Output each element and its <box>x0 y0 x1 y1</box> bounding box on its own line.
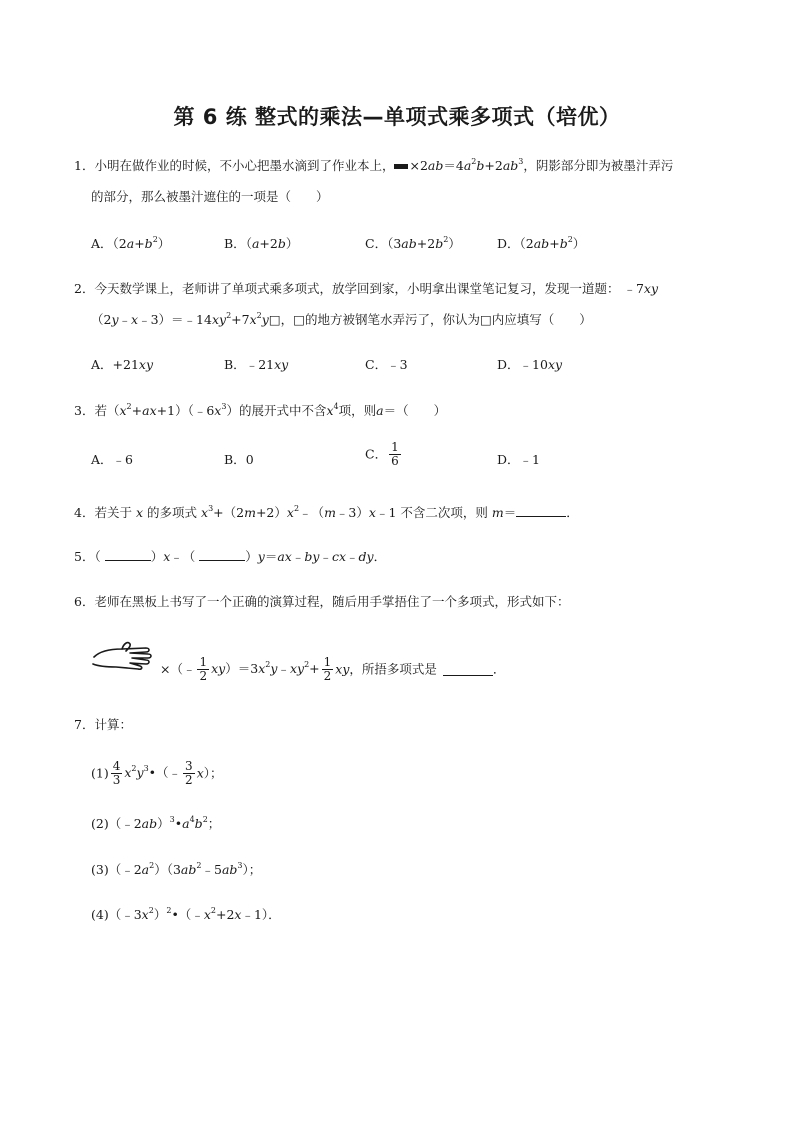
fraction: $\frac{1}{6}$ <box>391 440 399 468</box>
question-4-var: x <box>135 505 144 520</box>
question-2-text: 今天数学课上，老师讲了单项式乘多项式，放学回到家，小明拿出课堂笔记复习，发现一道题： <box>94 281 620 296</box>
question-6-formula: ×（﹣ <box>160 661 196 677</box>
question-7-line <box>74 716 132 734</box>
question-2-line-2 <box>91 311 592 329</box>
question-4-text-c: 不含二次项，则 <box>400 505 488 520</box>
page-title: 第 6 练 整式的乘法—单项式乘多项式（培优） <box>173 105 621 129</box>
question-2-line-1 <box>74 280 658 298</box>
answer-blank[interactable] <box>443 663 493 676</box>
question-6-text: 老师在黑板上书写了一个正确的演算过程，随后用手掌捂住了一个多项式，形式如下： <box>94 594 570 609</box>
question-7-label: 计算： <box>94 717 132 732</box>
question-1-line-1 <box>74 157 673 175</box>
answer-blank-2[interactable] <box>199 548 245 561</box>
question-4-formula-b: m＝ <box>491 505 517 520</box>
question-number: 2． <box>74 281 95 296</box>
question-2-formula-b: $(2y﹣x﹣3)=﹣14xy^2+7x^2y$ <box>91 311 269 327</box>
question-number: 3． <box>74 403 95 418</box>
question-3-text-c: 项，则 <box>338 403 377 418</box>
question-3-text-a: 若 <box>94 403 107 418</box>
question-1-line-2: 的部分，那么被墨汁遮住的一项是（ ） <box>91 189 329 204</box>
question-6-line-1 <box>74 593 569 611</box>
hand-icon <box>90 637 156 671</box>
question-1-option-d[interactable]: D．$(2ab+b^2)$ <box>497 235 586 251</box>
period: ． <box>566 505 579 520</box>
question-5-formula-b: ）y＝ax﹣by﹣cx﹣dy． <box>245 549 387 564</box>
question-7-part-3 <box>91 861 261 879</box>
question-6-text-b: ，所捂多项式是 <box>349 661 437 677</box>
question-1-formula: $\times 2ab=4a^2b+2ab^3$ <box>409 157 524 173</box>
fraction: $\frac{3}{2}$ <box>185 759 193 787</box>
question-7-part-2 <box>91 815 220 833</box>
fraction: $\frac{4}{3}$ <box>112 759 121 787</box>
question-6-formula-c: xy <box>335 661 350 677</box>
question-4-text-a: 若关于 <box>94 505 132 520</box>
part-label: (4) <box>91 907 109 922</box>
question-1-option-c[interactable]: C．$(3ab+2b^2)$ <box>365 235 461 251</box>
question-3-option-b[interactable]: B．0 <box>224 452 254 467</box>
question-6-formula-b: $xy)=3x^2y﹣xy^2+$ <box>211 660 320 677</box>
question-1-text-a: 小明在做作业的时候，不小心把墨水滴到了作业本上， <box>94 158 395 173</box>
question-4-text-b: 的多项式 <box>147 505 198 520</box>
question-2-text-b: □，□的地方被钢笔水弄污了，你认为□内应填写（ ） <box>268 312 592 327</box>
period: ． <box>492 661 506 677</box>
fraction: $\frac{1}{2}$ <box>323 655 332 683</box>
question-7-part-4 <box>91 906 281 924</box>
question-2-option-d[interactable]: D．﹣10xy <box>497 357 563 372</box>
question-3-line <box>74 402 446 420</box>
question-5-formula-a: ）x﹣（ <box>150 549 200 564</box>
question-1-option-b[interactable]: B．（a+2b） <box>224 236 299 251</box>
open-paren: （ <box>94 549 105 564</box>
fraction: $\frac{1}{2}$ <box>199 655 208 683</box>
part-label: (2) <box>91 816 109 831</box>
question-3-option-d[interactable]: D．﹣1 <box>497 452 540 467</box>
question-number: 5． <box>74 549 95 564</box>
question-3-option-c[interactable]: C． $\frac{1}{6}$ <box>365 440 399 468</box>
ink-blot-icon <box>394 164 408 169</box>
question-3-text-d: ＝（ ） <box>383 403 447 418</box>
question-3-text-b: 的展开式中不含 <box>238 403 327 418</box>
answer-blank[interactable] <box>516 504 566 517</box>
part-1-formula-b: x）； <box>196 765 223 781</box>
question-1-option-a[interactable]: A．$(2a+b^2)$ <box>91 235 171 251</box>
part-1-formula: $x^2y^3•(﹣$ <box>124 764 182 781</box>
question-number: 7． <box>74 717 95 732</box>
question-4-line <box>74 504 579 522</box>
question-number: 6． <box>74 594 95 609</box>
question-number: 1． <box>74 158 95 173</box>
question-5-line <box>74 548 386 566</box>
part-4-formula: $(﹣3x^2)^2•(﹣x^2+2x﹣1)$． <box>108 906 281 922</box>
question-number: 4． <box>74 505 95 520</box>
question-3-option-a[interactable]: A．﹣6 <box>91 452 133 467</box>
part-3-formula: $(﹣2a^2)(3ab^2﹣5ab^3)$； <box>108 861 262 877</box>
question-7-part-1 <box>91 760 223 787</box>
answer-blank-1[interactable] <box>105 548 151 561</box>
question-2-formula-a: ﹣7xy <box>619 281 659 296</box>
question-4-formula: $x^3+(2m+2)x^2﹣(m﹣3)x﹣1$ <box>201 504 401 520</box>
question-1-text-b: ，阴影部分即为被墨汁弄污 <box>523 158 674 173</box>
question-2-option-b[interactable]: B．﹣21xy <box>224 357 289 372</box>
part-label: (3) <box>91 862 109 877</box>
question-2-option-a[interactable]: A．+21xy <box>91 357 154 372</box>
question-3-formula-c: a <box>376 403 384 418</box>
question-3-formula-a: $(x^2+ax+1)(﹣6x^3)$ <box>106 402 239 418</box>
part-label: (1) <box>91 765 109 781</box>
question-6-line-2 <box>160 656 505 683</box>
question-2-option-c[interactable]: C．﹣3 <box>365 357 408 372</box>
part-2-formula: $(﹣2ab)^3•a^4b^2$； <box>108 815 221 831</box>
question-3-formula-b: $x^4$ <box>326 402 339 418</box>
